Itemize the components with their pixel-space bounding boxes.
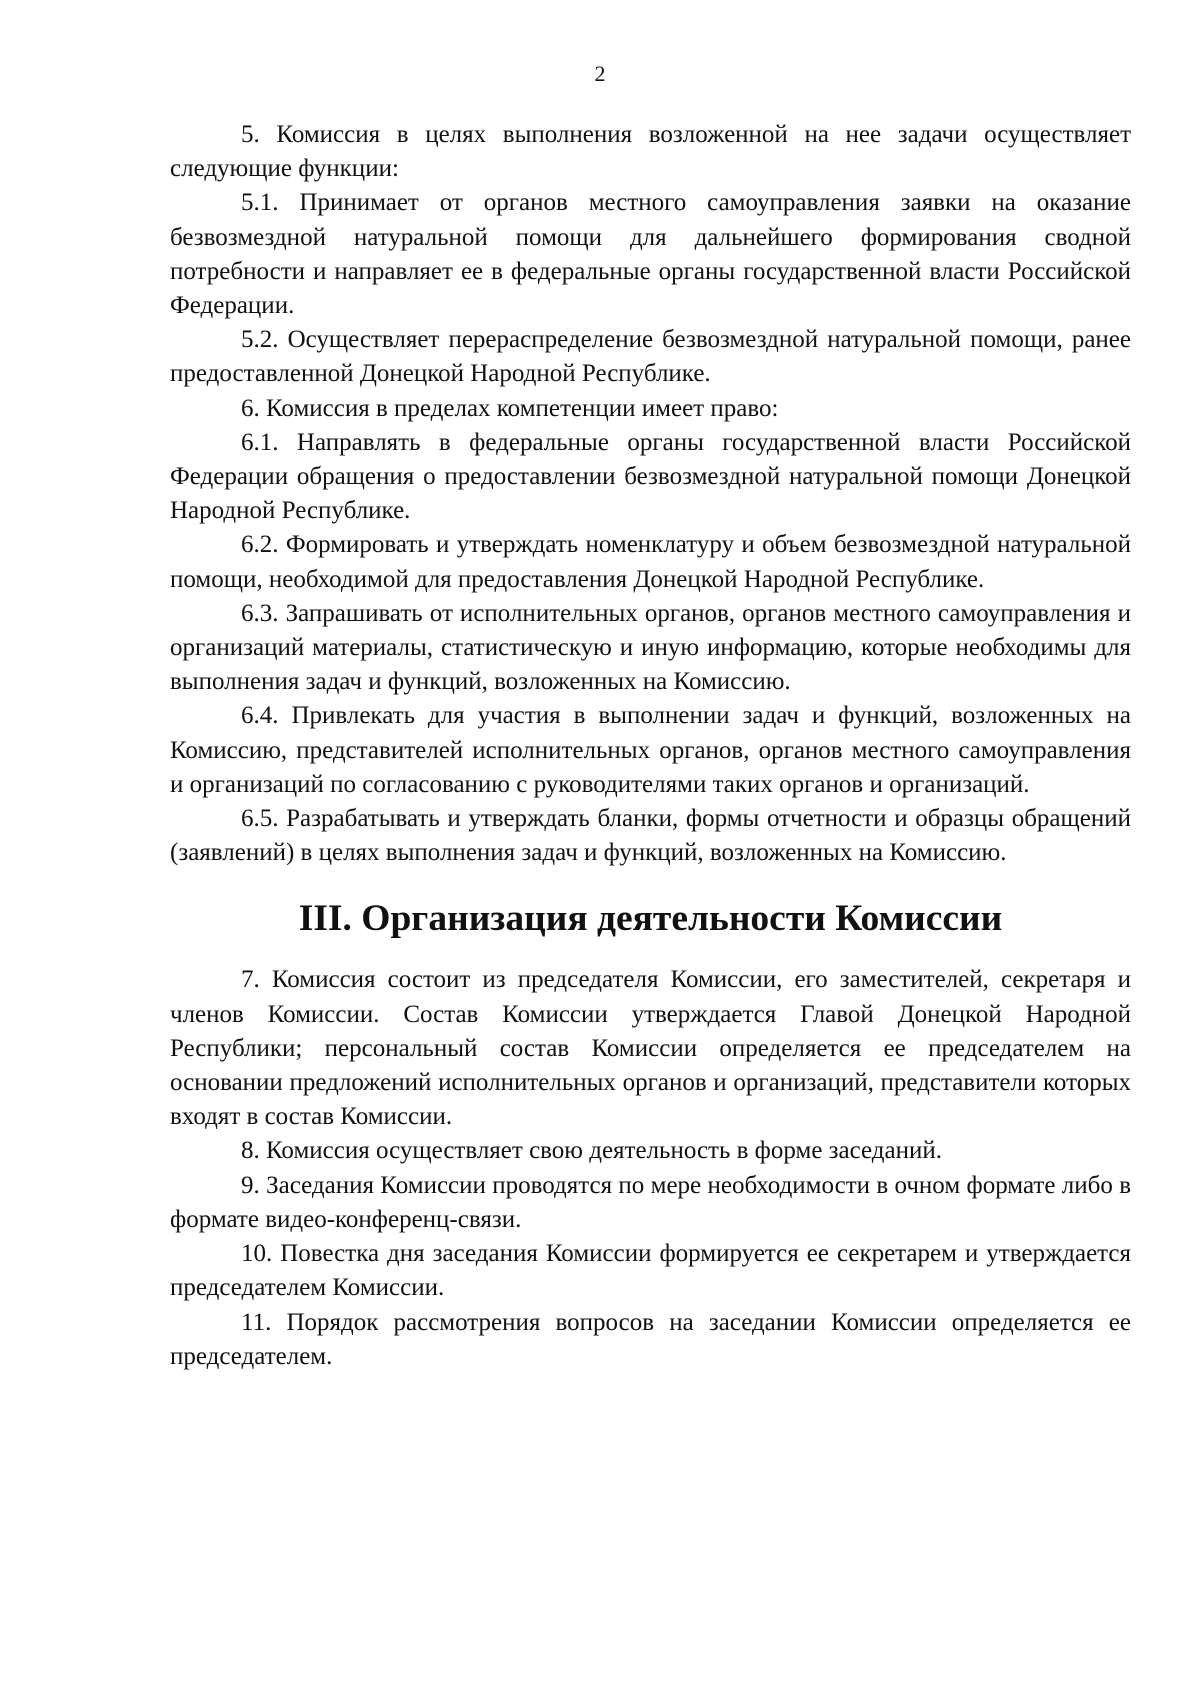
paragraph-6-5: 6.5. Разрабатывать и утверждать бланки, формы отчетности и образцы обращений (заявлений) в целях выполнения задач и функций, возложенных на Комиссию. xyxy=(170,805,1131,867)
document-body xyxy=(170,118,1131,1374)
paragraph-10: 10. Повестка дня заседания Комиссии формируется ее секретарем и утверждается председателем Комиссии. xyxy=(170,1240,1131,1302)
paragraph-5-1: 5.1. Принимает от органов местного самоуправления заявки на оказание безвозмездной натуральной помощи для дальнейшего формирования сводной потребности и направляет ее в федеральные органы государственной власти Российской Федерации. xyxy=(170,189,1131,320)
paragraph-6: 6. Комиссия в пределах компетенции имеет право: xyxy=(241,394,779,422)
paragraph-9: 9. Заседания Комиссии проводятся по мере необходимости в очном формате либо в формате видео-конференц-связи. xyxy=(170,1171,1131,1233)
paragraph-11: 11. Порядок рассмотрения вопросов на заседании Комиссии определяется ее председателем. xyxy=(170,1308,1131,1370)
paragraph-5-2: 5.2. Осуществляет перераспределение безвозмездной натуральной помощи, ранее предоставленной Донецкой Народной Республике. xyxy=(170,326,1131,388)
paragraph-6-4: 6.4. Привлекать для участия в выполнении задач и функций, возложенных на Комиссию, представителей исполнительных органов, органов местного самоуправления и организаций по согласованию с руководителями таких органов и организаций. xyxy=(170,702,1131,798)
paragraph-7: 7. Комиссия состоит из председателя Комиссии, его заместителей, секретаря и членов Комиссии. Состав Комиссии утверждается Главой Донецкой Народной Республики; персональный состав Комиссии определяется ее председателем на основании предложений исполнительных органов и организаций, представители которых входят в состав Комиссии. xyxy=(170,966,1131,1131)
paragraph-8: 8. Комиссия осуществляет свою деятельность в форме заседаний. xyxy=(241,1137,943,1165)
paragraph-6-3: 6.3. Запрашивать от исполнительных органов, органов местного самоуправления и организаций материалы, статистическую и иную информацию, которые необходимы для выполнения задач и функций, возложенных на Комиссию. xyxy=(170,599,1131,696)
paragraph-6-1: 6.1. Направлять в федеральные органы государственной власти Российской Федерации обращения о предоставлении безвозмездной натуральной помощи Донецкой Народной Республике. xyxy=(170,428,1131,525)
page-number: 2 xyxy=(594,61,606,86)
section-heading: III. Организация деятельности Комиссии xyxy=(298,898,1003,940)
paragraph-6-2: 6.2. Формировать и утверждать номенклатуру и объем безвозмездной натуральной помощи, необходимой для предоставления Донецкой Народной Республике. xyxy=(170,531,1131,593)
paragraph-5: 5. Комиссия в целях выполнения возложенной на нее задачи осуществляет следующие функции: xyxy=(170,121,1131,183)
